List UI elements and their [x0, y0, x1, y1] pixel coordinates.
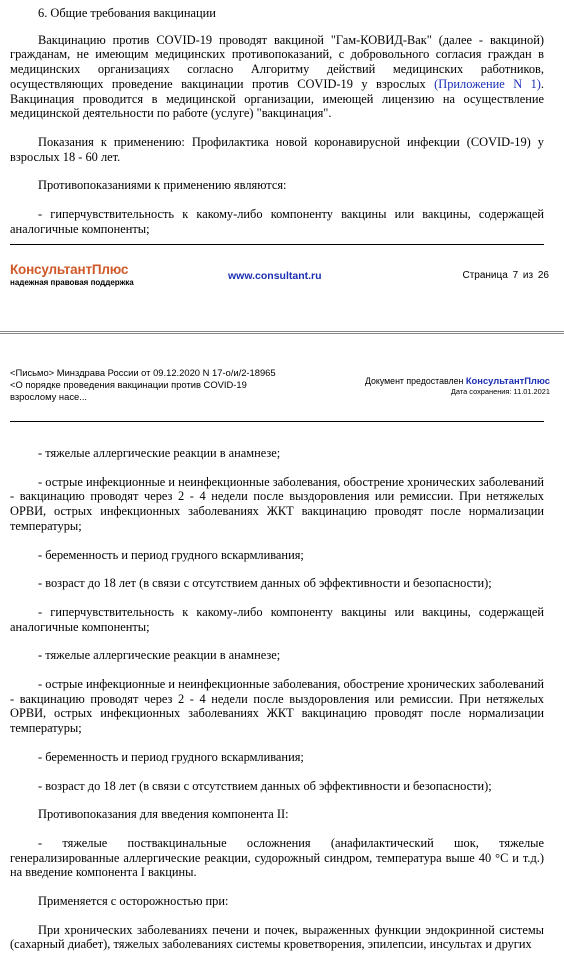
paragraph-hypersensitivity: - гиперчувствительность к какому-либо компоненту вакцины или вакцины, содержащей аналогичные компоненты;: [10, 207, 544, 236]
page-separator: [0, 331, 564, 334]
provider-brand: КонсультантПлюс: [465, 375, 550, 386]
subheading-component-2: Противопоказания для введения компонента II:: [38, 807, 289, 822]
list-item: - возраст до 18 лет (в связи с отсутствием данных об эффективности и безопасности);: [38, 576, 492, 591]
appendix-link[interactable]: (Приложение N 1): [434, 76, 541, 91]
subheading-caution: Применяется с осторожностью при:: [38, 894, 229, 909]
document-page-8: [0, 340, 564, 952]
document-page-7: [0, 0, 564, 300]
list-item: - гиперчувствительность к какому-либо компоненту вакцины или вакцины, содержащей аналогичные компоненты;: [10, 604, 544, 634]
header-rule: [10, 421, 544, 422]
document-title-block: <Письмо> Минздрава России от 09.12.2020 N 17-о/и/2-18965 <О порядке проведения вакцинации против COVID-19 взрослому насе...: [10, 367, 276, 402]
list-item: - беременность и период грудного вскармливания;: [38, 749, 304, 764]
paragraph-vaccination: Вакцинацию против COVID-19 проводят вакциной "Гам-КОВИД-Вак" (далее - вакциной) гражданам, не имеющим медицинских противопоказаний, с добровольного согласия граждан в медицинских организациях согласно Алгоритму действий медицинских работников, осуществляющих проведение вакцинации против COVID-19 у взрослых (Приложение N 1). Вакцинация проводится в медицинской организации, имеющей лицензию на осуществление медицинской деятельности по работе (услуге) "вакцинация".: [10, 32, 545, 121]
consultant-site-link[interactable]: www.consultant.ru: [228, 270, 322, 282]
list-item: - тяжелые аллергические реакции в анамнезе;: [38, 446, 281, 460]
provider-block: Документ предоставлен КонсультантПлюс Дата сохранения: 11.01.2021: [364, 375, 550, 396]
paragraph-indications: Показания к применению: Профилактика новой коронавирусной инфекции (COVID-19) у взрослых 18 - 60 лет.: [10, 134, 544, 164]
list-item: - тяжелые аллергические реакции в анамнезе;: [38, 648, 281, 663]
consultant-logo: КонсультантПлюс: [10, 262, 129, 277]
section-heading: 6. Общие требования вакцинации: [38, 6, 216, 20]
page8-body: [10, 446, 544, 966]
list-item: - беременность и период грудного вскармливания;: [38, 547, 304, 562]
list-item: - острые инфекционные и неинфекционные заболевания, обострение хронических заболеваний - вакцинацию проводят через 2 - 4 недели после выздоровления или ремиссии. При нетяжелых ОРВИ, острых инфекционных заболеваниях ЖКТ вакцинацию проводят после нормализации температуры;: [10, 677, 544, 736]
page-number: Страница 7 из 26: [462, 270, 549, 281]
list-item: - острые инфекционные и неинфекционные заболевания, обострение хронических заболеваний - вакцинацию проводят через 2 - 4 недели после выздоровления или ремиссии. При нетяжелых ОРВИ, острых инфекционных заболеваниях ЖКТ вакцинацию проводят после нормализации температуры;: [10, 474, 544, 533]
list-item: - возраст до 18 лет (в связи с отсутствием данных об эффективности и безопасности);: [38, 778, 492, 793]
page-footer: [10, 262, 550, 292]
paragraph-contraindications-intro: Противопоказаниями к применению являются:: [38, 178, 287, 193]
list-item: - тяжелые поствакцинальные осложнения (анафилактический шок, тяжелые генерализированные аллергические реакции, судорожный синдром, температура выше 40 °C и т.д.) на введение компонента I вакцины.: [10, 835, 544, 880]
footer-rule: [10, 244, 544, 245]
paragraph-caution: При хронических заболеваниях печени и почек, выраженных функции эндокринной системы (сахарный диабет), тяжелых заболеваниях системы кроветворения, эпилепсии, инсультах и других: [10, 922, 544, 952]
page7-body: [10, 6, 544, 250]
consultant-tagline: надежная правовая поддержка: [10, 278, 134, 287]
